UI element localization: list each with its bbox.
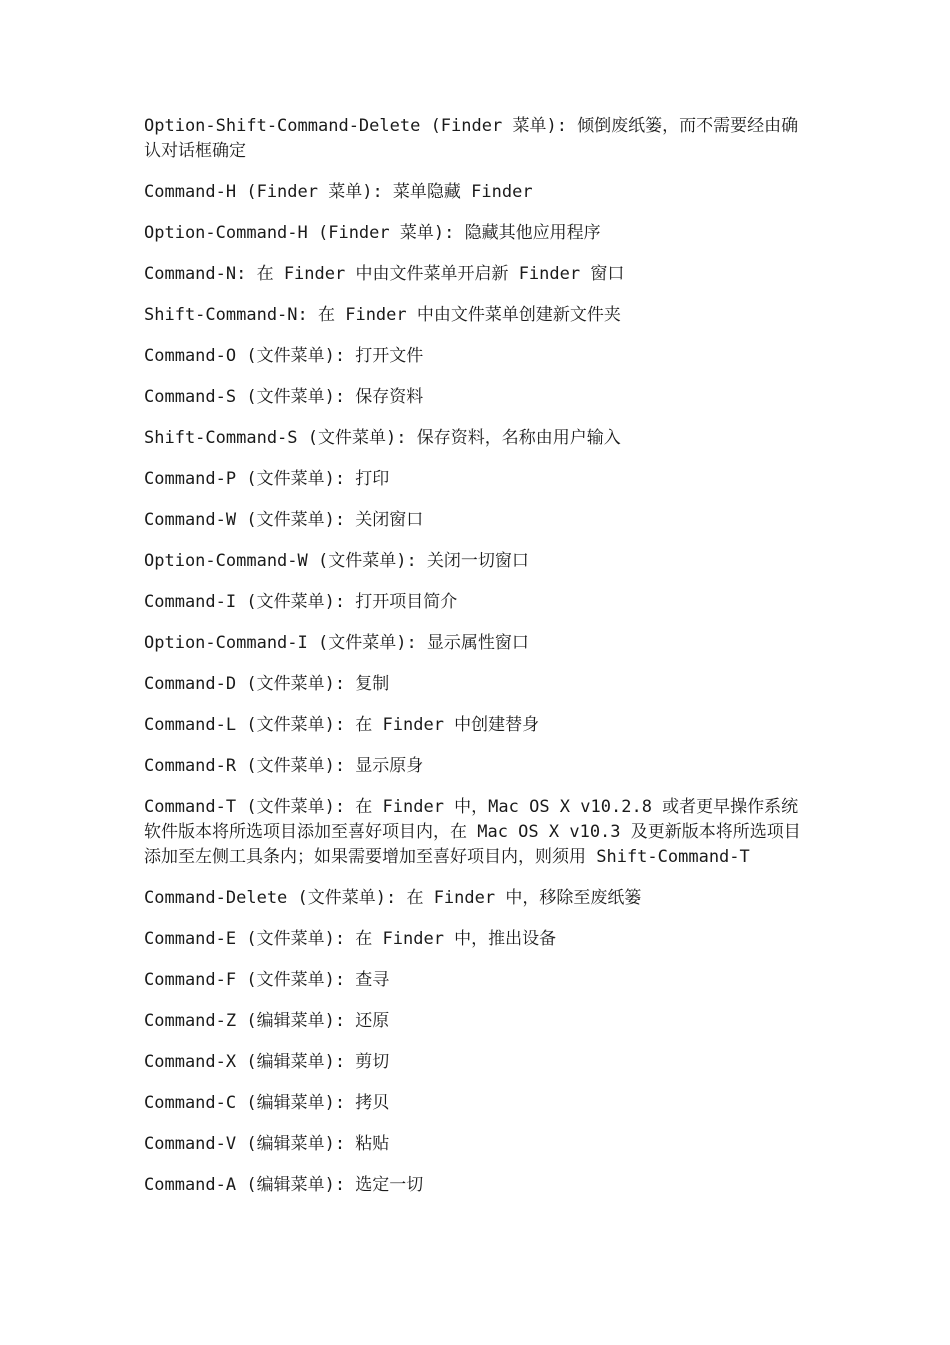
shortcut-entry: Shift-Command-N: 在 Finder 中由文件菜单创建新文件夹	[144, 305, 621, 325]
shortcut-entry: Command-Delete (文件菜单): 在 Finder 中，移除至废纸篓	[144, 888, 642, 908]
shortcut-entry: Option-Command-I (文件菜单): 显示属性窗口	[144, 633, 529, 653]
shortcut-entry: Command-V (编辑菜单): 粘贴	[144, 1134, 390, 1154]
shortcut-entry: Command-C (编辑菜单): 拷贝	[144, 1093, 390, 1113]
shortcut-entry: Command-R (文件菜单): 显示原身	[144, 756, 424, 776]
shortcut-entry: Command-S (文件菜单): 保存资料	[144, 387, 424, 407]
shortcut-entry: Command-T (文件菜单): 在 Finder 中，Mac OS X v10.2.8 或者更早操作系统软件版本将所选项目添加至喜好项目内，在 Mac OS X v10.3 及更新版本将所选项目添加至左侧工具条内；如果需要增加至喜好项目内，则须用 Shift-Command-T	[144, 797, 801, 867]
shortcut-entry: Command-X (编辑菜单): 剪切	[144, 1052, 390, 1072]
shortcut-entry: Shift-Command-S (文件菜单): 保存资料，名称由用户输入	[144, 428, 621, 448]
shortcut-entry: Command-O (文件菜单): 打开文件	[144, 346, 424, 366]
shortcut-entry: Command-W (文件菜单): 关闭窗口	[144, 510, 424, 530]
shortcut-entry: Command-A (编辑菜单): 选定一切	[144, 1175, 424, 1195]
shortcut-entry: Command-D (文件菜单): 复制	[144, 674, 390, 694]
shortcut-entry: Command-H (Finder 菜单): 菜单隐藏 Finder	[144, 182, 533, 202]
shortcut-entry: Option-Command-W (文件菜单): 关闭一切窗口	[144, 551, 529, 571]
shortcut-entry: Option-Shift-Command-Delete (Finder 菜单): 倾倒废纸篓，而不需要经由确认对话框确定	[144, 116, 799, 161]
shortcut-entry: Command-N: 在 Finder 中由文件菜单开启新 Finder 窗口	[144, 264, 625, 284]
shortcut-entry: Option-Command-H (Finder 菜单): 隐藏其他应用程序	[144, 223, 601, 243]
shortcut-entry: Command-F (文件菜单): 查寻	[144, 970, 390, 990]
shortcut-entry: Command-I (文件菜单): 打开项目简介	[144, 592, 458, 612]
shortcut-list	[144, 114, 810, 1214]
shortcut-entry: Command-L (文件菜单): 在 Finder 中创建替身	[144, 715, 540, 735]
shortcut-entry: Command-P (文件菜单): 打印	[144, 469, 390, 489]
shortcut-entry: Command-Z (编辑菜单): 还原	[144, 1011, 390, 1031]
shortcut-entry: Command-E (文件菜单): 在 Finder 中，推出设备	[144, 929, 557, 949]
